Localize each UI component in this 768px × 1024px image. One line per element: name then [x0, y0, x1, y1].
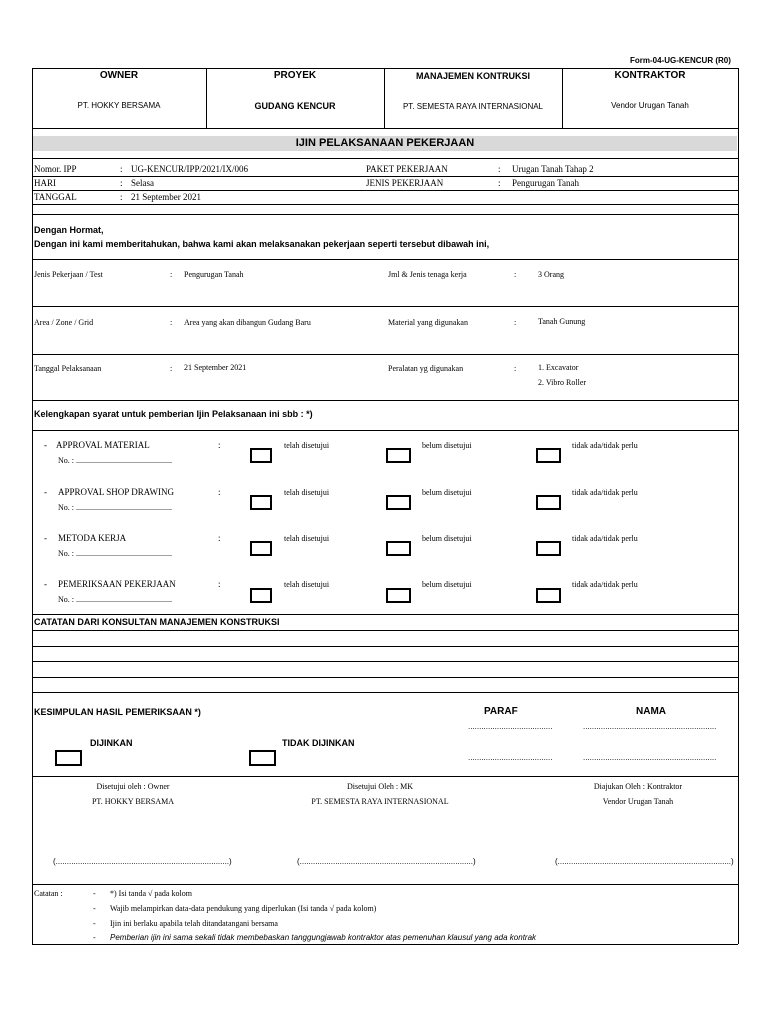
nama-label: NAMA [636, 706, 666, 717]
na-label: tidak ada/tidak perlu [572, 580, 638, 589]
approved-label: telah disetujui [284, 488, 330, 497]
intro-bottom-line [32, 259, 738, 260]
intro-text: Dengan ini kami memberitahukan, bahwa kami akan melaksanakan pekerjaan seperti tersebut dibawah ini, [34, 239, 490, 249]
requirement-label: PEMERIKSAAN PEKERJAAN [58, 579, 176, 589]
na-checkbox[interactable] [536, 588, 561, 603]
na-checkbox[interactable] [536, 448, 561, 463]
frame-left [32, 68, 33, 944]
requirement-label: APPROVAL SHOP DRAWING [58, 487, 174, 497]
info-line-2 [32, 190, 738, 191]
kontraktor-sign-line: (..............................................................................) [555, 857, 734, 866]
material-value: Tanah Gunung [538, 317, 586, 326]
form-code: Form-04-UG-KENCUR (R0) [630, 56, 731, 65]
nama-line-2: ............................................................ [583, 753, 717, 762]
requirement-colon: : [218, 487, 221, 497]
jenis-pekerjaan-label: Jenis Pekerjaan / Test [34, 270, 103, 279]
nama-line-1: ............................................................ [583, 722, 717, 731]
tanggal-pelaksanaan-label: Tanggal Pelaksanaan [34, 364, 102, 373]
details-line-1 [32, 306, 738, 307]
na-checkbox[interactable] [536, 541, 561, 556]
not-approved-checkbox[interactable] [386, 448, 411, 463]
paraf-line-1: ...................................... [468, 722, 553, 731]
kontraktor-value: Vendor Urugan Tanah [611, 101, 689, 110]
tidak-dijinkan-label: TIDAK DIJINKAN [282, 738, 355, 748]
hari-label: HARI [34, 178, 56, 188]
mk-sign-label: Disetujui Oleh : MK [347, 782, 413, 791]
details-line-3 [32, 400, 738, 401]
nomor-value: UG-KENCUR/IPP/2021/IX/006 [131, 164, 249, 174]
tidak-dijinkan-checkbox[interactable] [249, 750, 276, 766]
approved-checkbox[interactable] [250, 588, 272, 603]
owner-sign-name: PT. HOKKY BERSAMA [91, 797, 174, 806]
na-label: tidak ada/tidak perlu [572, 534, 638, 543]
approved-checkbox[interactable] [250, 448, 272, 463]
jenis-pekerjaan-colon: : [170, 270, 173, 279]
info-line-1 [32, 176, 738, 177]
peralatan-item-1: 1. Excavator [538, 363, 579, 372]
requirement-dash: - [44, 440, 47, 450]
requirement-dash: - [44, 487, 47, 497]
tanggal-value: 21 September 2021 [131, 192, 201, 202]
requirement-no: No. : ................................................ [58, 456, 172, 465]
kesimpulan-bottom-line [32, 776, 738, 777]
paket-colon: : [498, 164, 501, 174]
not-approved-label: belum disetujui [422, 488, 472, 497]
tenaga-kerja-colon: : [514, 270, 517, 279]
catatan-line-3 [32, 661, 738, 662]
frame-top [32, 68, 738, 69]
approved-label: telah disetujui [284, 534, 330, 543]
note-dash: - [93, 919, 96, 928]
requirement-no: No. : ................................................ [58, 503, 172, 512]
material-label: Material yang digunakan [388, 318, 468, 327]
na-checkbox[interactable] [536, 495, 561, 510]
frame-right [738, 68, 739, 944]
kontraktor-sign-label: Diajukan Oleh : Kontraktor [593, 782, 683, 791]
area-colon: : [170, 318, 173, 327]
requirements-title-line [32, 430, 738, 431]
approved-label: telah disetujui [284, 441, 330, 450]
not-approved-label: belum disetujui [422, 534, 472, 543]
note-dash: - [93, 889, 96, 898]
na-label: tidak ada/tidak perlu [572, 441, 638, 450]
tanggal-colon: : [120, 192, 123, 202]
paket-value: Urugan Tanah Tahap 2 [512, 164, 594, 174]
dijinkan-label: DIJINKAN [90, 738, 133, 748]
kesimpulan-title: KESIMPULAN HASIL PEMERIKSAAN *) [34, 707, 201, 717]
kontraktor-label: KONTRAKTOR [614, 70, 686, 81]
approved-checkbox[interactable] [250, 541, 272, 556]
info-line-4 [32, 214, 738, 215]
catatan-line-5 [32, 692, 738, 693]
requirement-colon: : [218, 533, 221, 543]
page-title: IJIN PELAKSANAAN PEKERJAAN [295, 137, 475, 149]
requirement-dash: - [44, 579, 47, 589]
catatan-title: CATATAN DARI KONSULTAN MANAJEMEN KONSTRUKSI [34, 617, 280, 627]
na-label: tidak ada/tidak perlu [572, 488, 638, 497]
proyek-label: PROYEK [273, 70, 317, 81]
jenis-colon: : [498, 178, 501, 188]
paket-label: PAKET PEKERJAAN [366, 164, 448, 174]
kontraktor-sign-name: Vendor Urugan Tanah [602, 797, 674, 806]
tenaga-kerja-value: 3 Orang [538, 270, 564, 279]
requirement-no: No. : ................................................ [58, 549, 172, 558]
requirement-label: METODA KERJA [58, 533, 127, 543]
title-bottom-line [32, 158, 738, 159]
not-approved-label: belum disetujui [422, 441, 472, 450]
catatan-line-2 [32, 646, 738, 647]
signatures-bottom-line [32, 884, 738, 885]
requirement-colon: : [218, 440, 221, 450]
catatan-top-line [32, 614, 738, 615]
paraf-line-2: ...................................... [468, 753, 553, 762]
mk-sign-name: PT. SEMESTA RAYA INTERNASIONAL [311, 797, 449, 806]
mk-value: PT. SEMESTA RAYA INTERNASIONAL [402, 102, 544, 111]
material-colon: : [514, 318, 517, 327]
mk-sign-line: (..............................................................................) [297, 857, 476, 866]
note-item: *) Isi tanda √ pada kolom [110, 889, 192, 898]
not-approved-label: belum disetujui [422, 580, 472, 589]
requirements-title: Kelengkapan syarat untuk pemberian Ijin Pelaksanaan ini sbb : *) [34, 409, 313, 419]
details-line-2 [32, 354, 738, 355]
tenaga-kerja-label: Jml & Jenis tenaga kerja [388, 270, 467, 279]
note-item: Ijin ini berlaku apabila telah ditandatangani bersama [110, 919, 278, 928]
dijinkan-checkbox[interactable] [55, 750, 82, 766]
note-item: Wajib melampirkan data-data pendukung yang diperlukan (Isi tanda √ pada kolom) [110, 904, 377, 913]
peralatan-colon: : [514, 364, 517, 373]
tanggal-pelaksanaan-colon: : [170, 364, 173, 373]
not-approved-checkbox[interactable] [386, 495, 411, 510]
note-dash: - [93, 904, 96, 913]
requirement-colon: : [218, 579, 221, 589]
tanggal-label: TANGGAL [34, 192, 77, 202]
note-dash: - [93, 933, 96, 942]
tanggal-pelaksanaan-value: 21 September 2021 [184, 363, 247, 372]
mk-label: MANAJEMEN KONTRUKSI [415, 71, 530, 81]
area-value: Area yang akan dibangun Gudang Baru [184, 318, 311, 327]
catatan-line-4 [32, 677, 738, 678]
owner-sign-line: (..............................................................................) [53, 857, 232, 866]
requirement-label: APPROVAL MATERIAL [56, 440, 150, 450]
nomor-colon: : [120, 164, 123, 174]
proyek-value: GUDANG KENCUR [254, 101, 336, 111]
frame-bottom [32, 944, 738, 945]
not-approved-checkbox[interactable] [386, 541, 411, 556]
peralatan-label: Peralatan yg digunakan [388, 364, 464, 373]
hari-value: Selasa [131, 178, 154, 188]
note-item: Pemberian ijin ini sama sekali tidak membebaskan tanggungjawab kontraktor atas pemenuhan klausul yang ada kontrak [110, 933, 537, 942]
jenis-value: Pengurugan Tanah [512, 178, 579, 188]
owner-label: OWNER [99, 70, 139, 81]
area-label: Area / Zone / Grid [34, 318, 94, 327]
hari-colon: : [120, 178, 123, 188]
requirement-no: No. : ................................................ [58, 595, 172, 604]
owner-sign-label: Disetujui oleh : Owner [96, 782, 170, 791]
jenis-label: JENIS PEKERJAAN [366, 178, 444, 188]
requirement-dash: - [44, 533, 47, 543]
peralatan-item-2: 2. Vibro Roller [538, 378, 587, 387]
not-approved-checkbox[interactable] [386, 588, 411, 603]
catatan-line-1 [32, 630, 738, 631]
greeting: Dengan Hormat, [34, 225, 104, 235]
info-line-3 [32, 204, 738, 205]
notes-label: Catatan : [34, 889, 63, 898]
approved-label: telah disetujui [284, 580, 330, 589]
paraf-label: PARAF [484, 706, 518, 717]
nomor-label: Nomor. IPP [34, 164, 77, 174]
approved-checkbox[interactable] [250, 495, 272, 510]
jenis-pekerjaan-value: Pengurugan Tanah [184, 270, 244, 279]
header-bottom-line [32, 128, 738, 129]
owner-value: PT. HOKKY BERSAMA [77, 101, 161, 110]
